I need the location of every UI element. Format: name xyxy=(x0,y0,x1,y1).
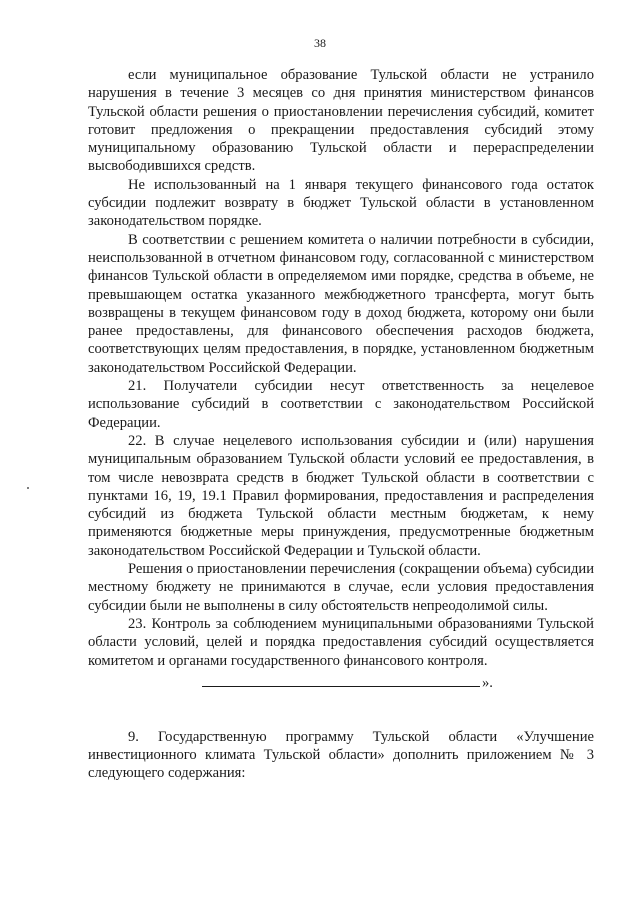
page-number: 38 xyxy=(314,36,326,50)
margin-mark xyxy=(27,487,29,489)
closing-separator xyxy=(88,674,594,698)
paragraph-return-funds: В соответствии с решением комитета о наличии потребности в субсидии, неиспользованной в отчетном финансовом году, согласованной с министерством финансов Тульской области в определяемом ими порядке, средства в объеме, не превышающем остатка указанного межбюджетного трансферта, могут быть возвращены в текущем финансовом году в доход бюджета, которому они были ранее предоставлены, для финансового обеспечения расходов бюджета, соответствующих целям предоставления, в порядке, установленном бюджетным законодательством Российской Федерации. xyxy=(88,231,594,376)
paragraph-item-21: 21. Получатели субсидии несут ответственность за нецелевое использование субсидий в соответствии с законодательством Российской Федерации. xyxy=(88,378,594,431)
closing-quote-mark: ». xyxy=(482,674,493,691)
paragraph-item-23: 23. Контроль за соблюдением муниципальными образованиями Тульской области условий, целей и порядка предоставления субсидий осуществляется комитетом и органами государственного финансового контроля. xyxy=(88,615,594,669)
paragraph-item-9: 9. Государственную программу Тульской области «Улучшение инвестиционного климата Тульской области» дополнить приложением № 3 следующего содержания: xyxy=(88,728,594,782)
paragraph-continuation: если муниципальное образование Тульской области не устранило нарушения в течение 3 месяцев со дня принятия министерством финансов Тульской области решения о приостановлении перечисления субсидий, комитет готовит предложения о прекращении предоставления субсидий этому муниципальному образованию Тульской области и перераспределении высвободившихся средств. xyxy=(88,67,594,175)
paragraph-item-22: 22. В случае нецелевого использования субсидии и (или) нарушения муниципальным образованием Тульской области условий ее предоставления, в том числе невозврата средств в бюджет Тульской области в соответствии с пунктами 16, 19, 19.1 Правил формирования, предоставления и распределения субсидий из бюджета Тульской области местным бюджетам, к нему применяются бюджетные меры принуждения, предусмотренные бюджетным законодательством Российской Федерации и Тульской области. xyxy=(88,432,594,559)
document-body xyxy=(88,66,594,783)
section-gap xyxy=(88,698,594,728)
separator-rule xyxy=(202,686,480,687)
paragraph-suspension-decisions: Решения о приостановлении перечисления (сокращении объема) субсидии местному бюджету не принимаются в случае, если условия предоставления субсидии были не выполнены в силу обстоятельств непреодолимой силы. xyxy=(88,561,594,614)
paragraph-unused-balance: Не использованный на 1 января текущего финансового года остаток субсидии подлежит возврату в бюджет Тульской области в установленном законодательством порядке. xyxy=(88,176,594,230)
